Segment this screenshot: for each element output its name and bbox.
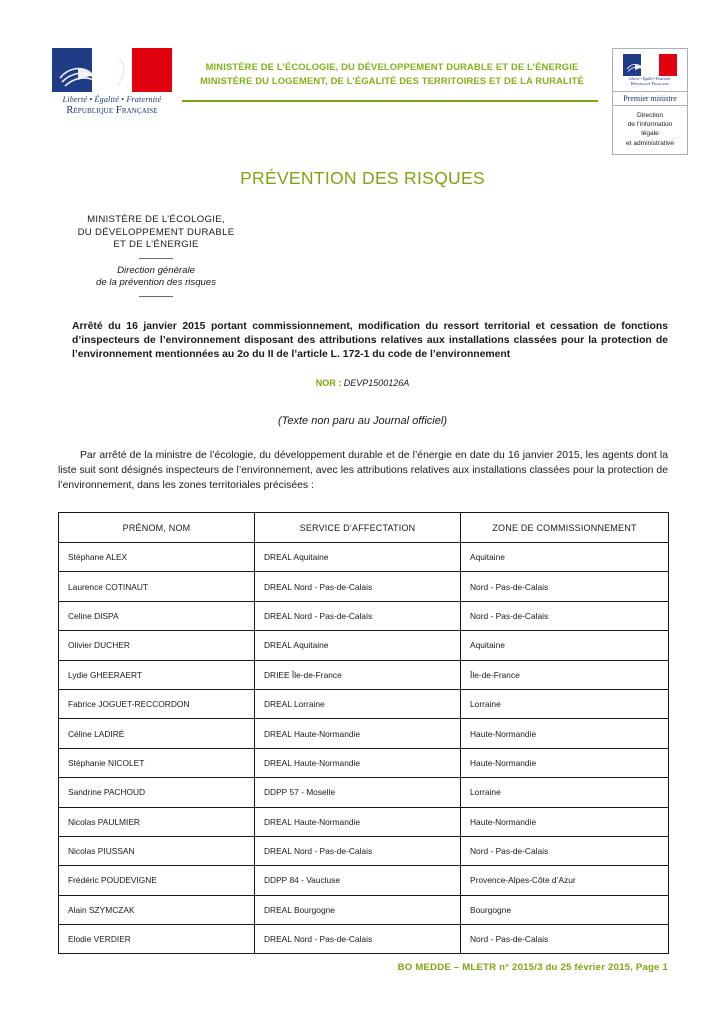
table-row: [59, 866, 669, 895]
agent-name: Céline LADIRÉ: [59, 719, 255, 748]
table-row: [59, 631, 669, 660]
table-row: [59, 836, 669, 865]
page-masthead: [48, 48, 688, 148]
dila-flag-wrapper: [613, 49, 687, 91]
table-row: [59, 807, 669, 836]
column-header-zone: ZONE DE COMMISSIONNEMENT: [461, 513, 669, 543]
body-paragraph-block: [58, 448, 668, 493]
agent-name: Lydie GHEERAERT: [59, 660, 255, 689]
agent-service: DREAL Haute-Normandie: [255, 719, 461, 748]
org-ministry-line-2: DU DÉVELOPPEMENT DURABLE: [77, 226, 235, 238]
org-direction-line-2: de la prévention des risques: [96, 277, 216, 288]
dila-devise: Liberté • Égalité • Fraternité: [629, 77, 671, 81]
agent-service: DREAL Lorraine: [255, 689, 461, 718]
column-header-name: PRÉNOM, NOM: [59, 513, 255, 543]
french-flag-marianne-icon: [52, 48, 172, 92]
agent-name: Sandrine PACHOUD: [59, 778, 255, 807]
agent-service: DREAL Nord - Pas-de-Calais: [255, 836, 461, 865]
table-row: [59, 572, 669, 601]
dila-department-name: [613, 106, 687, 154]
agent-service: DRIEE Île-de-France: [255, 660, 461, 689]
agent-service: DREAL Nord - Pas-de-Calais: [255, 572, 461, 601]
table-row: [59, 778, 669, 807]
publication-note: [0, 415, 725, 427]
agent-zone: Aquitaine: [461, 543, 669, 572]
table-row: [59, 748, 669, 777]
table-row: [59, 601, 669, 630]
agent-service: DDPP 57 - Moselle: [255, 778, 461, 807]
publication-note-suffix: ): [443, 415, 447, 427]
agent-service: DREAL Bourgogne: [255, 895, 461, 924]
agent-service: DREAL Haute-Normandie: [255, 807, 461, 836]
body-paragraph: Par arrêté de la ministre de l’écologie, du développement durable et de l’énergie en date du 16 janvier 2015, les agents dont la liste suit sont désignés inspecteurs de l’environnement, avec les attributions relatives aux installations classées pour la protection de l’environnement, dans les zones territoriales précisées :: [58, 450, 668, 491]
agent-name: Elodie VERDIER: [59, 925, 255, 954]
agent-zone: Nord - Pas-de-Calais: [461, 601, 669, 630]
agent-name: Nicolas PIUSSAN: [59, 836, 255, 865]
dila-department-line-1: Direction: [636, 112, 664, 119]
agent-name: Stéphanie NICOLET: [59, 748, 255, 777]
agent-zone: Bourgogne: [461, 895, 669, 924]
agent-name: Frédéric POUDEVIGNE: [59, 866, 255, 895]
agent-service: DREAL Haute-Normandie: [255, 748, 461, 777]
agent-zone: Lorraine: [461, 689, 669, 718]
dila-republic-name: République Française: [630, 81, 670, 86]
table-row: [59, 925, 669, 954]
agent-zone: Provence-Alpes-Côte d’Azur: [461, 866, 669, 895]
dila-department-line-2: de l’information: [627, 121, 673, 129]
dila-logo-box: [612, 48, 688, 155]
agent-zone: Nord - Pas-de-Calais: [461, 572, 669, 601]
column-header-service: SERVICE D’AFFECTATION: [255, 513, 461, 543]
dila-department-line-4: et administrative: [625, 139, 674, 147]
org-ministry-line-1: MINISTÈRE DE L’ÉCOLOGIE,: [87, 214, 225, 225]
agent-name: Fabrice JOGUET-RECCORDON: [59, 689, 255, 718]
agent-name: Laurence COTINAUT: [59, 572, 255, 601]
publication-note-prefix: (Texte non paru au: [278, 415, 373, 427]
table-body: [59, 543, 669, 954]
dila-department-line-3: légale: [641, 130, 659, 138]
table-row: [59, 719, 669, 748]
agent-zone: Haute-Normandie: [461, 807, 669, 836]
agent-service: DDPP 84 - Vaucluse: [255, 866, 461, 895]
agents-table: [58, 512, 669, 954]
agent-name: Stéphane ALEX: [59, 543, 255, 572]
republique-francaise-logo: [48, 48, 176, 116]
premier-ministre-label: Premier ministre: [613, 91, 687, 106]
org-divider-bottom: [139, 296, 173, 297]
ministry-header-line-1: MINISTÈRE DE L’ÉCOLOGIE, DU DÉVELOPPEMENT DURABLE ET DE L’ÉNERGIE: [205, 61, 579, 72]
arrete-title-block: [58, 320, 668, 363]
republic-name: République Française: [66, 105, 158, 116]
nor-value: DEVP1500126A: [343, 378, 410, 388]
page-footer: BO MEDDE – MLETR n° 2015/3 du 25 février 2015, Page 1: [397, 962, 668, 973]
journal-officiel-label: Journal officiel: [373, 415, 444, 427]
nor-line: [0, 378, 725, 388]
table-head: [59, 513, 669, 543]
org-divider-top: [139, 258, 173, 259]
agent-zone: Haute-Normandie: [461, 748, 669, 777]
nor-label: NOR :: [315, 378, 342, 388]
table-header-row: [59, 513, 669, 543]
agent-zone: Aquitaine: [461, 631, 669, 660]
table-row: [59, 543, 669, 572]
agent-service: DREAL Aquitaine: [255, 543, 461, 572]
agent-name: Alain SZYMCZAK: [59, 895, 255, 924]
agent-name: Olivier DUCHER: [59, 631, 255, 660]
republic-devise: Liberté • Égalité • Fraternité: [62, 95, 162, 104]
french-flag-marianne-small-icon: [623, 54, 677, 76]
agent-zone: Haute-Normandie: [461, 719, 669, 748]
page-title: PRÉVENTION DES RISQUES: [240, 168, 485, 188]
header-green-divider: [182, 100, 598, 102]
table-row: [59, 895, 669, 924]
agents-table-wrapper: [58, 512, 668, 954]
ministry-header-titles: [182, 60, 602, 88]
org-ministry-line-3: ET DE L’ÉNERGIE: [113, 239, 199, 250]
agent-service: DREAL Nord - Pas-de-Calais: [255, 601, 461, 630]
agent-service: DREAL Aquitaine: [255, 631, 461, 660]
ministry-header-line-2: MINISTÈRE DU LOGEMENT, DE L’ÉGALITÉ DES TERRITOIRES ET DE LA RURALITÉ: [200, 75, 584, 86]
agent-zone: Nord - Pas-de-Calais: [461, 836, 669, 865]
arrete-title: Arrêté du 16 janvier 2015 portant commissionnement, modification du ressort territorial et cessation de fonctions d’inspecteurs de l’environnement disposant des attributions relatives aux installations classées pour la protection de l’environnement mentionnées au 2o du II de l’article L. 172-1 du code de l’environnement: [72, 321, 668, 361]
agent-zone: Île-de-France: [461, 660, 669, 689]
table-row: [59, 660, 669, 689]
issuing-authority-block: [56, 214, 256, 303]
agent-name: Nicolas PAULMIER: [59, 807, 255, 836]
table-row: [59, 689, 669, 718]
agent-service: DREAL Nord - Pas-de-Calais: [255, 925, 461, 954]
agent-name: Celine DISPA: [59, 601, 255, 630]
agent-zone: Nord - Pas-de-Calais: [461, 925, 669, 954]
agent-zone: Lorraine: [461, 778, 669, 807]
org-direction-line-1: Direction générale: [117, 264, 195, 276]
